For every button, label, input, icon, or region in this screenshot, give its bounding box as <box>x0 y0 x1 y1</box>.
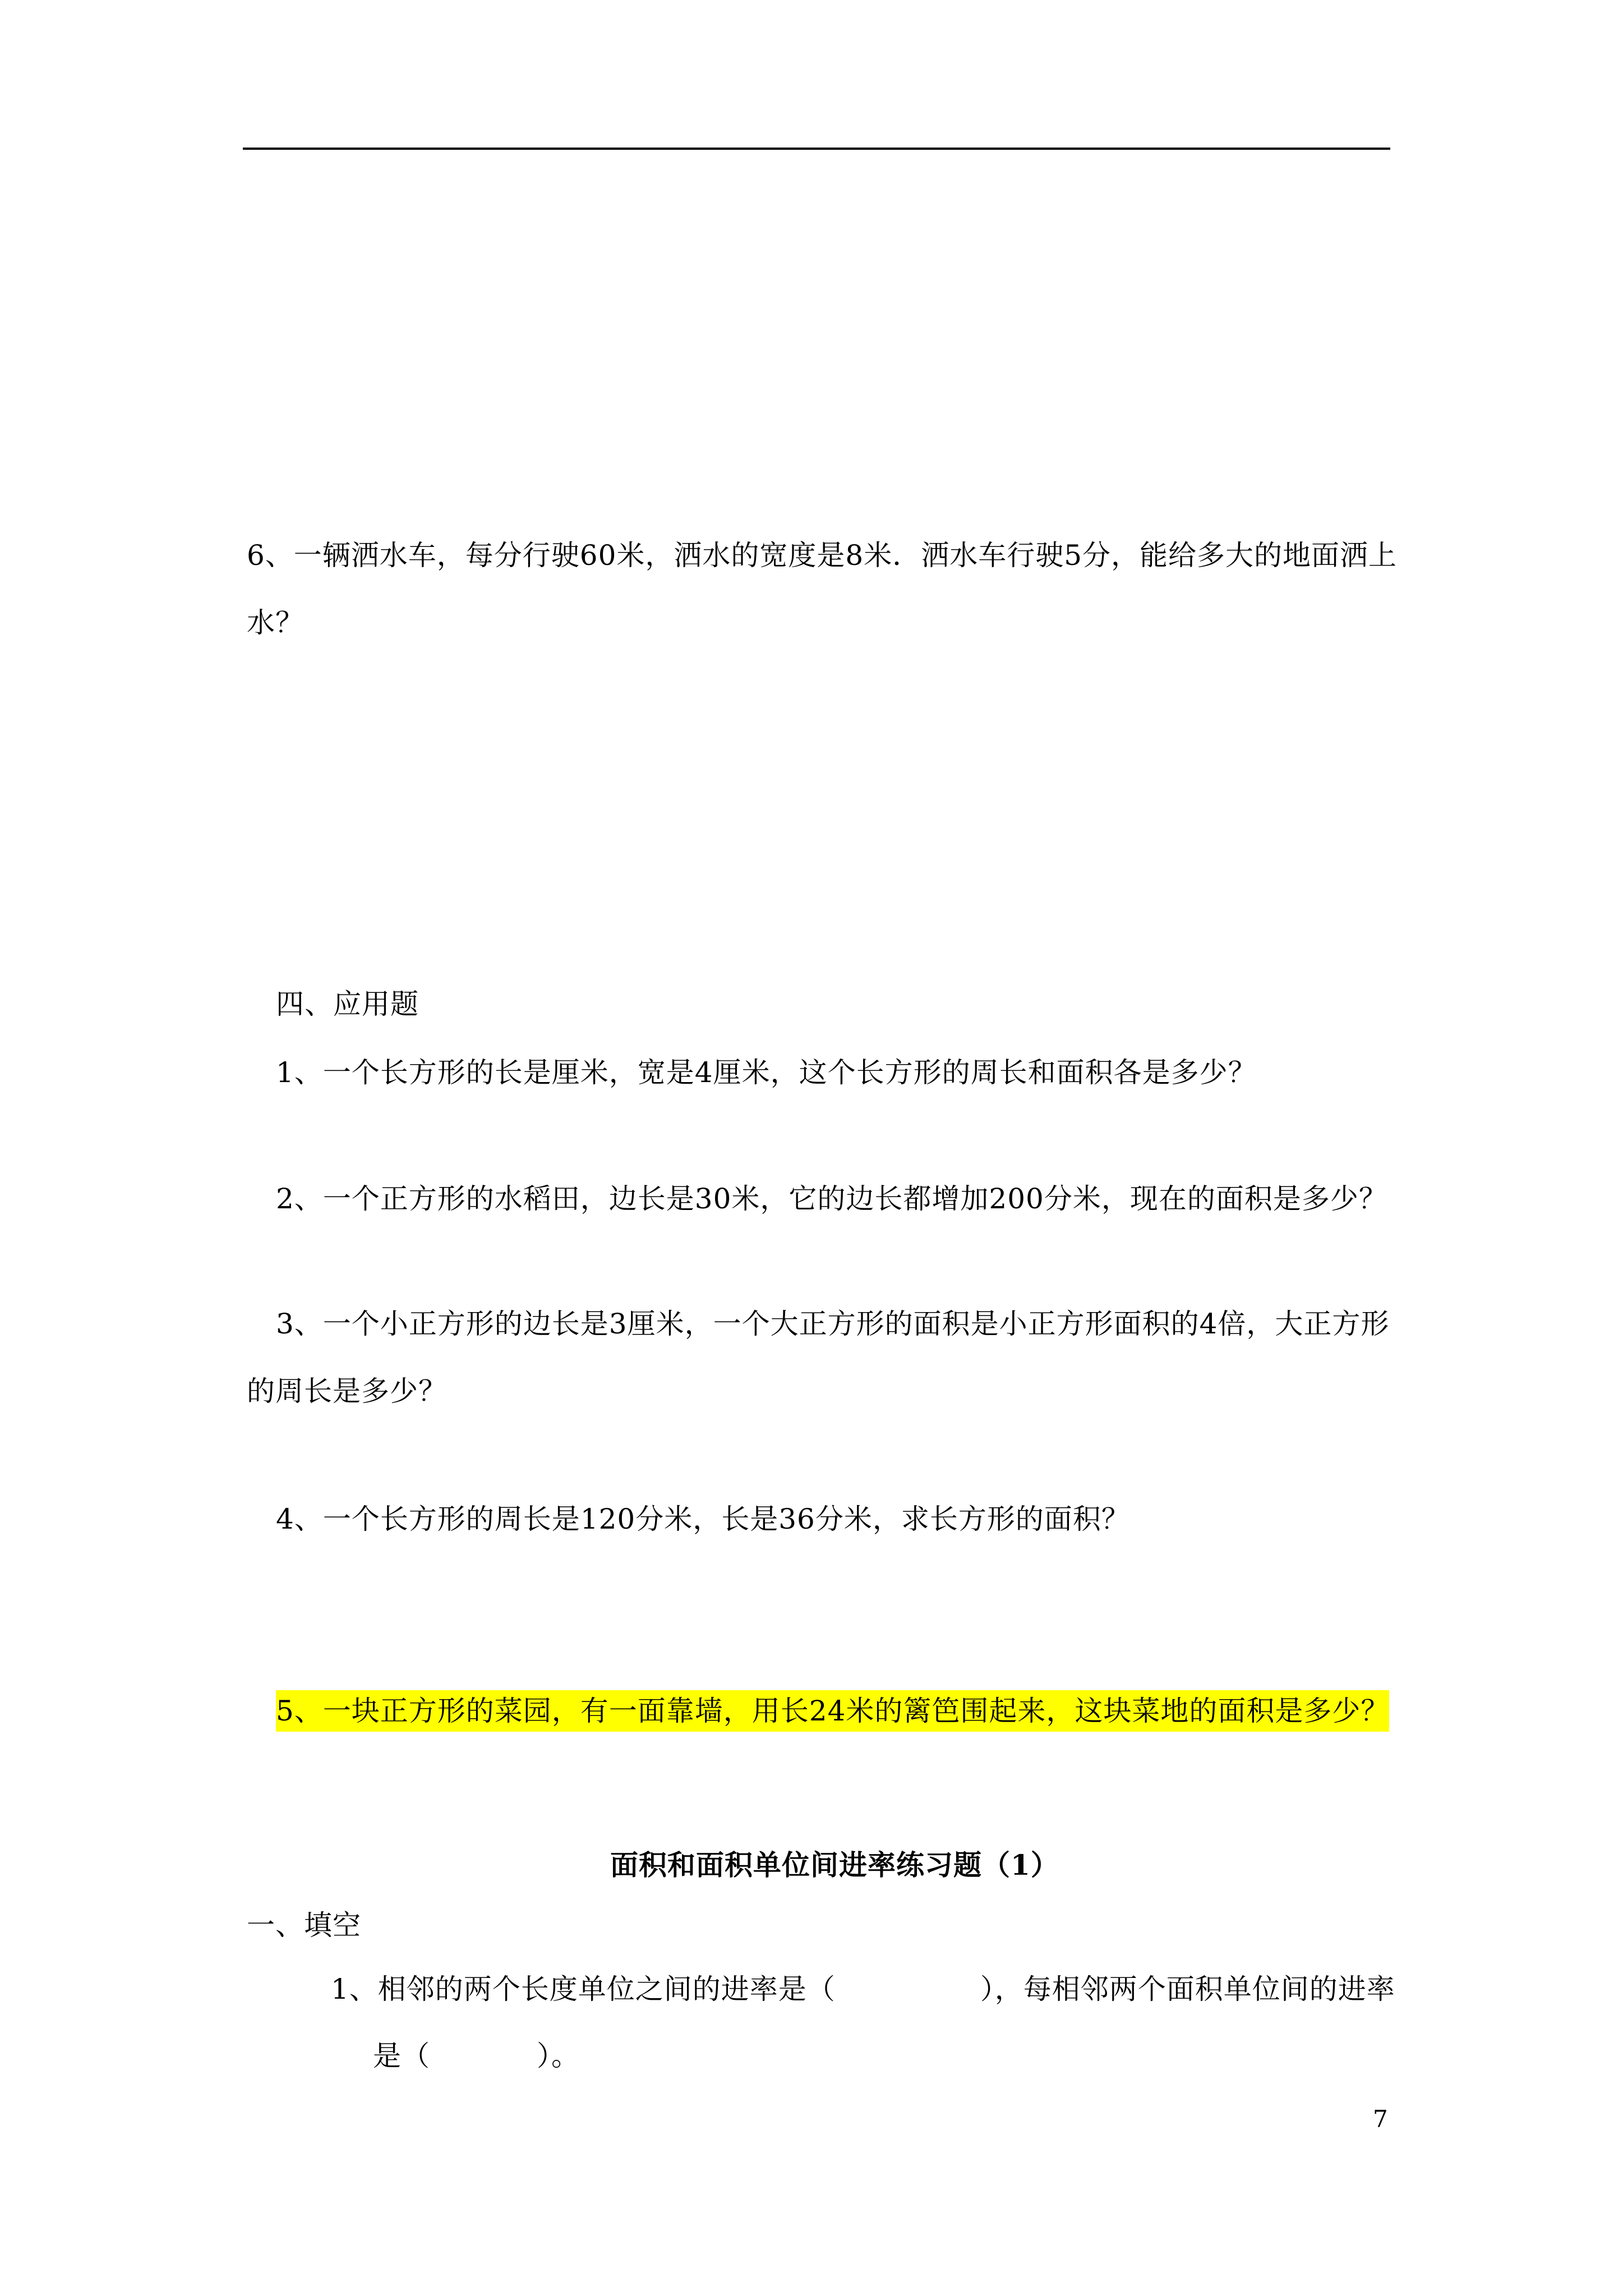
section-4-heading: 四、应用题 <box>276 988 419 1020</box>
practice-title: 面积和面积单位间进率练习题（1） <box>610 1848 1059 1881</box>
application-question-4: 4、一个长方形的周长是120分米，长是36分米，求长方形的面积？ <box>276 1503 1130 1535</box>
application-question-5 <box>276 1693 1389 1729</box>
fill-blank-heading: 一、填空 <box>247 1909 361 1941</box>
application-question-3-line-1: 3、一个小正方形的边长是3厘米，一个大正方形的面积是小正方形面积的4倍，大正方形 <box>276 1308 1390 1340</box>
fill-1-text-c: 是（ <box>373 2040 430 2072</box>
fill-blank-question-1-line-2 <box>373 2038 580 2074</box>
question-6-line-1: 6、一辆洒水车，每分行驶60米，洒水的宽度是8米．洒水车行驶5分，能给多大的地面洒上 <box>247 539 1398 572</box>
fill-1-text-d: ）。 <box>537 2040 580 2072</box>
header-rule <box>243 148 1390 150</box>
application-question-3-line-2: 的周长是多少？ <box>247 1375 447 1407</box>
fill-blank-question-1-line-1 <box>331 1971 1395 2007</box>
application-question-1: 1、一个长方形的长是厘米，宽是4厘米，这个长方形的周长和面积各是多少？ <box>276 1056 1257 1089</box>
fill-1-text-b: ），每相邻两个面积单位间的进率 <box>980 1973 1395 2005</box>
fill-1-text-a: 1、相邻的两个长度单位之间的进率是（ <box>331 1973 836 2005</box>
application-question-2: 2、一个正方形的水稻田，边长是30米，它的边长都增加200分米，现在的面积是多少？ <box>276 1182 1387 1215</box>
page-number: 7 <box>1373 2105 1388 2133</box>
highlighted-question-5: 5、一块正方形的菜园，有一面靠墙，用长24米的篱笆围起来，这块菜地的面积是多少？ <box>276 1690 1389 1732</box>
question-6-line-2: 水？ <box>247 606 304 639</box>
